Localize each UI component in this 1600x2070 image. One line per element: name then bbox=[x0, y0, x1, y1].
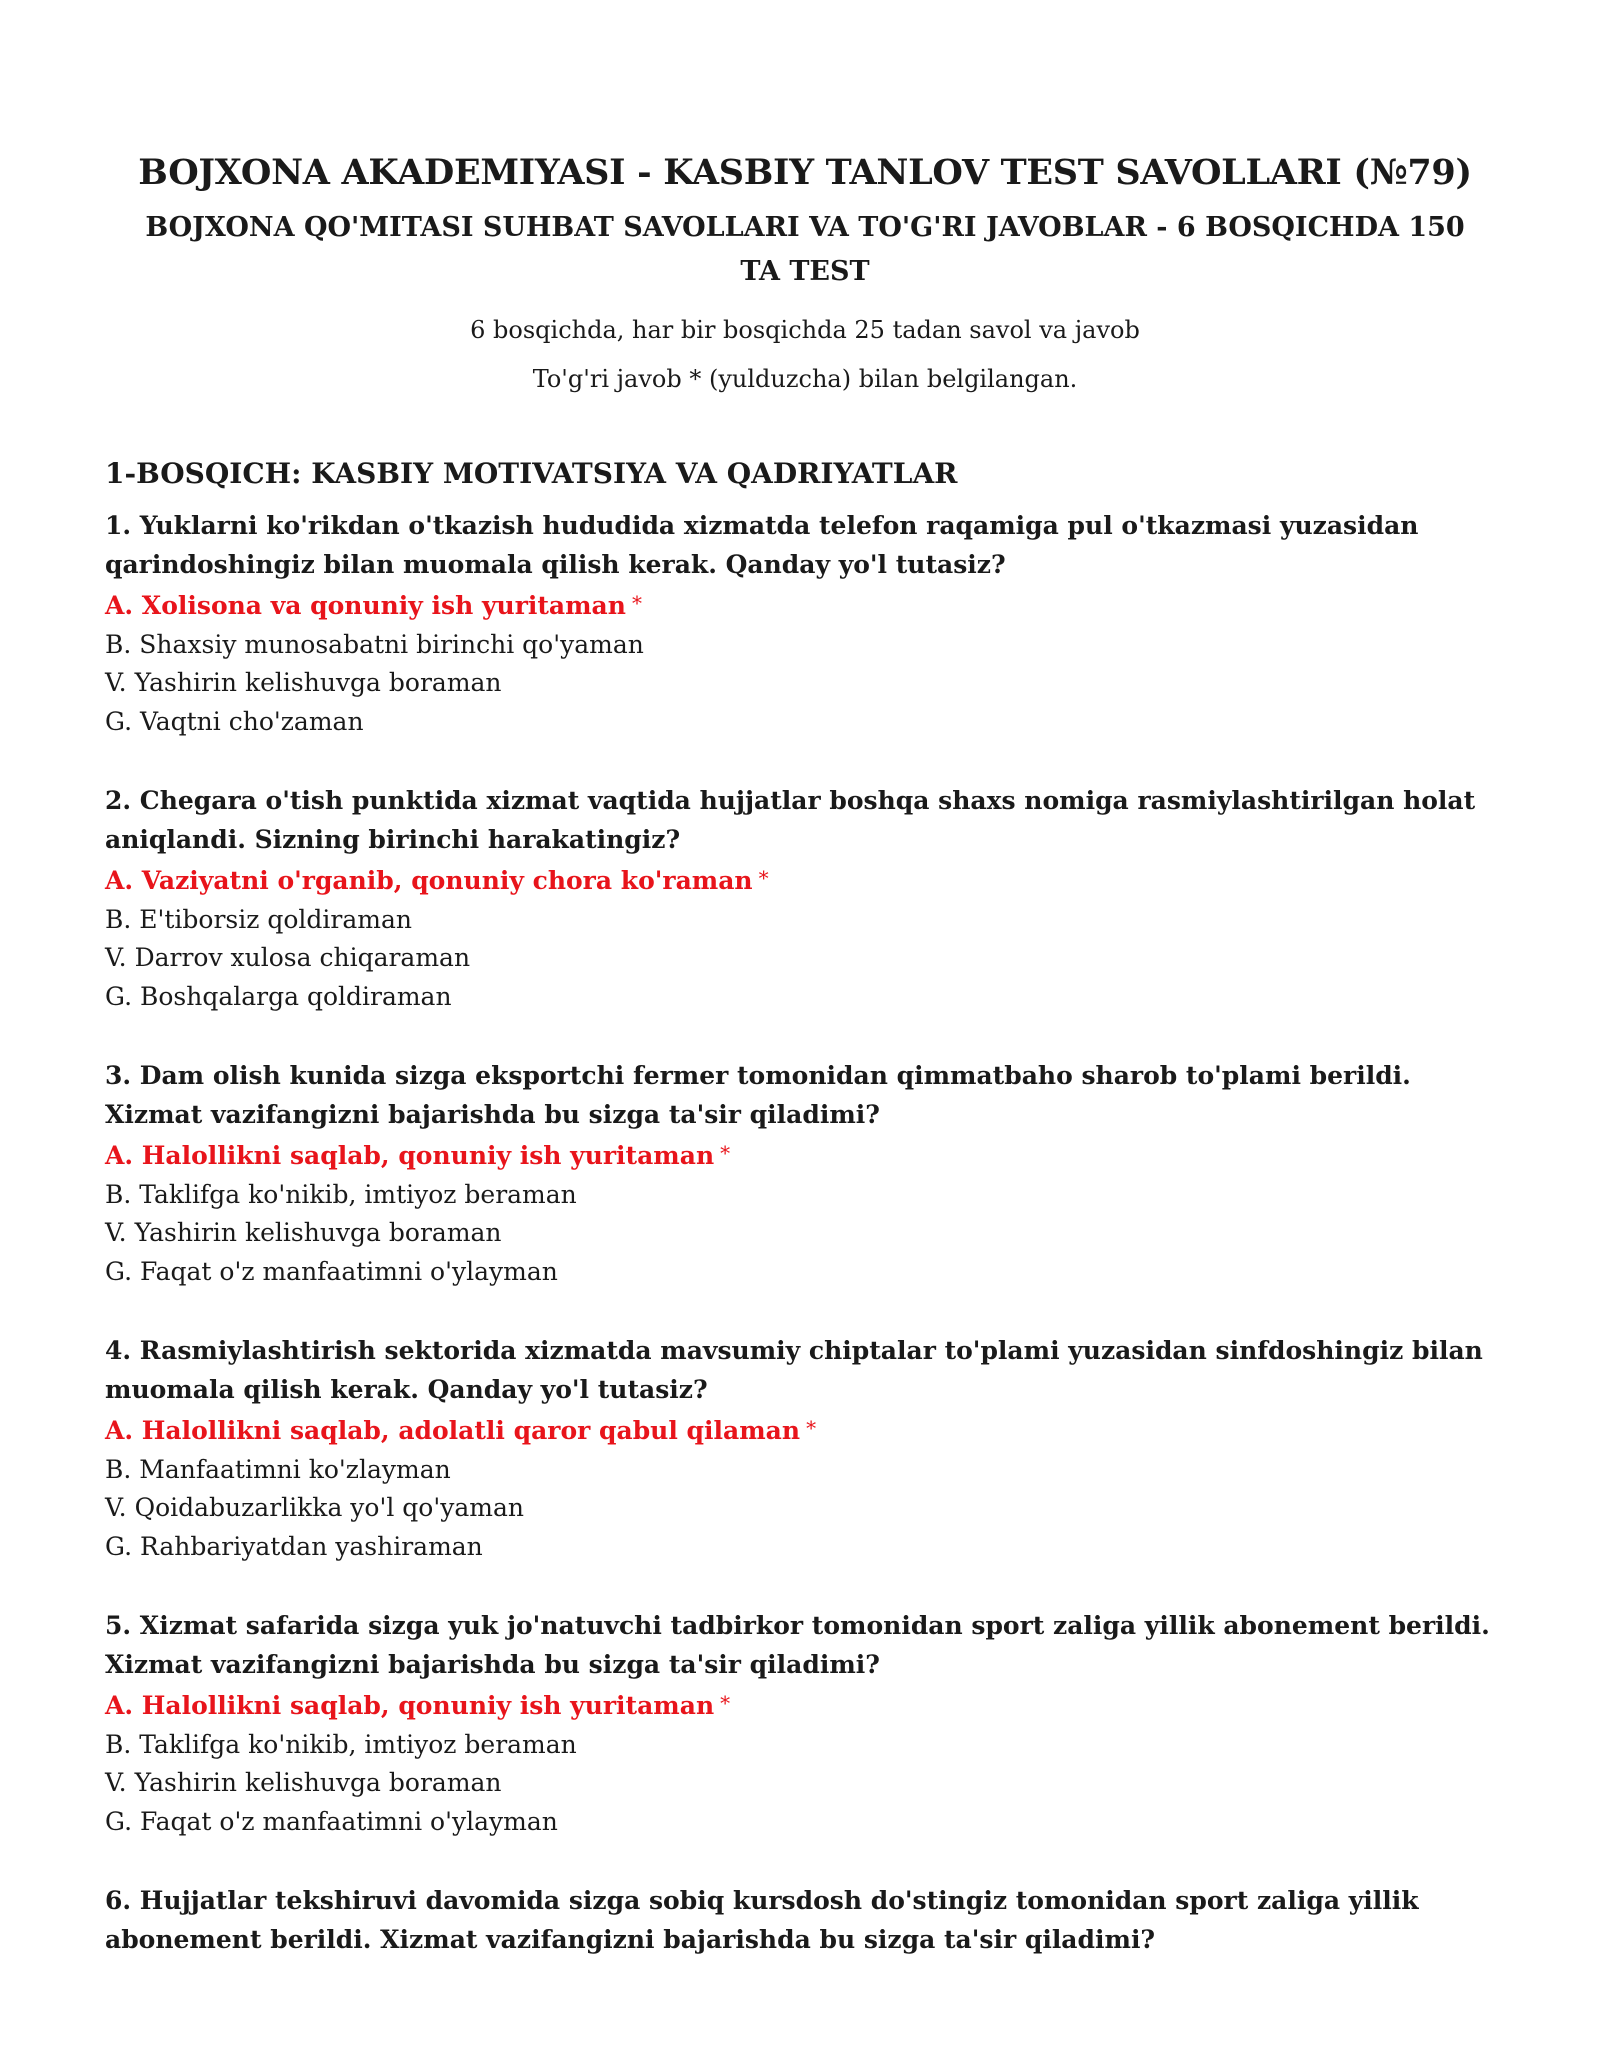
correct-answer bbox=[105, 1409, 1505, 1451]
document-title: BOJXONA AKADEMIYASI - KASBIY TANLOV TEST SAVOLLARI (№79) bbox=[138, 152, 1472, 193]
question-3 bbox=[105, 1056, 1505, 1291]
question-1 bbox=[105, 506, 1505, 741]
answer-option-b: B. E'tiborsiz qoldiraman bbox=[105, 904, 412, 934]
intro-line-2: To'g'ri javob * (yulduzcha) bilan belgilangan. bbox=[532, 365, 1078, 393]
answer-text: A. Xolisona va qonuniy ish yuritaman bbox=[105, 591, 626, 620]
correct-answer bbox=[105, 1684, 1505, 1726]
answer-option-v: V. Darrov xulosa chiqaraman bbox=[105, 943, 471, 972]
question-5 bbox=[105, 1606, 1505, 1841]
section-title: 1-BOSQICH: KASBIY MOTIVATSIYA VA QADRIYATLAR bbox=[105, 457, 958, 490]
question-text: 1. Yuklarni ko'rikdan o'tkazish hududida xizmatda telefon raqamiga pul o'tkazmasi yuzasidan qarindoshingiz bilan muomala qilish kerak. Qanday yo'l tutasiz? bbox=[105, 511, 1419, 579]
correct-marker: * bbox=[806, 1416, 817, 1440]
correct-answer bbox=[105, 584, 1505, 626]
question-4 bbox=[105, 1331, 1505, 1566]
document-page bbox=[105, 150, 1505, 1999]
answer-option-g: G. Rahbariyatdan yashiraman bbox=[105, 1531, 483, 1561]
correct-answer bbox=[105, 859, 1505, 901]
answer-option-v: V. Yashirin kelishuvga boraman bbox=[105, 1218, 502, 1247]
answer-option-g: G. Faqat o'z manfaatimni o'ylayman bbox=[105, 1806, 558, 1836]
answer-option-v: V. Qoidabuzarlikka yo'l qo'yaman bbox=[105, 1493, 524, 1522]
question-2 bbox=[105, 781, 1505, 1016]
answer-option-v: V. Yashirin kelishuvga boraman bbox=[105, 1768, 502, 1797]
correct-marker: * bbox=[631, 591, 642, 615]
question-text: 3. Dam olish kunida sizga eksportchi fermer tomonidan qimmatbaho sharob to'plami berildi. Xizmat vazifangizni bajarishda bu sizga ta'sir qiladimi? bbox=[105, 1061, 1411, 1129]
correct-marker: * bbox=[758, 866, 769, 890]
correct-marker: * bbox=[720, 1691, 731, 1715]
question-text: 2. Chegara o'tish punktida xizmat vaqtida hujjatlar boshqa shaxs nomiga rasmiylashtirilgan holat aniqlandi. Sizning birinchi harakatingiz? bbox=[105, 786, 1476, 854]
answer-option-b: B. Shaxsiy munosabatni birinchi qo'yaman bbox=[105, 629, 644, 659]
correct-marker: * bbox=[720, 1141, 731, 1165]
answer-option-g: G. Boshqalarga qoldiraman bbox=[105, 981, 452, 1011]
answer-option-g: G. Vaqtni cho'zaman bbox=[105, 706, 364, 736]
answer-option-g: G. Faqat o'z manfaatimni o'ylayman bbox=[105, 1256, 558, 1286]
answer-option-v: V. Yashirin kelishuvga boraman bbox=[105, 668, 502, 697]
question-text: 4. Rasmiylashtirish sektorida xizmatda mavsumiy chiptalar to'plami yuzasidan sinfdoshingiz bilan muomala qilish kerak. Qanday yo'l tutasiz? bbox=[105, 1336, 1483, 1404]
answer-option-b: B. Taklifga ko'nikib, imtiyoz beraman bbox=[105, 1179, 577, 1209]
answer-text: A. Halollikni saqlab, adolatli qaror qabul qilaman bbox=[105, 1416, 801, 1445]
answer-option-b: B. Taklifga ko'nikib, imtiyoz beraman bbox=[105, 1729, 577, 1759]
document-subtitle: BOJXONA QO'MITASI SUHBAT SAVOLLARI VA TO'G'RI JAVOBLAR - 6 BOSQICHDA 150 TA TEST bbox=[145, 212, 1465, 287]
intro-line-1: 6 bosqichda, har bir bosqichda 25 tadan savol va javob bbox=[470, 316, 1140, 344]
question-text: 5. Xizmat safarida sizga yuk jo'natuvchi tadbirkor tomonidan sport zaliga yillik abonement berildi. Xizmat vazifangizni bajarishda bu sizga ta'sir qiladimi? bbox=[105, 1611, 1490, 1679]
question-6 bbox=[105, 1881, 1505, 1959]
answer-text: A. Halollikni saqlab, qonuniy ish yuritaman bbox=[105, 1141, 715, 1170]
answer-option-b: B. Manfaatimni ko'zlayman bbox=[105, 1454, 451, 1484]
question-text: 6. Hujjatlar tekshiruvi davomida sizga sobiq kursdosh do'stingiz tomonidan sport zaliga yillik abonement berildi. Xizmat vazifangizni bajarishda bu sizga ta'sir qiladimi? bbox=[105, 1886, 1419, 1954]
correct-answer bbox=[105, 1134, 1505, 1176]
intro-text bbox=[105, 306, 1505, 404]
answer-text: A. Vaziyatni o'rganib, qonuniy chora ko'raman bbox=[105, 866, 753, 895]
answer-text: A. Halollikni saqlab, qonuniy ish yuritaman bbox=[105, 1691, 715, 1720]
